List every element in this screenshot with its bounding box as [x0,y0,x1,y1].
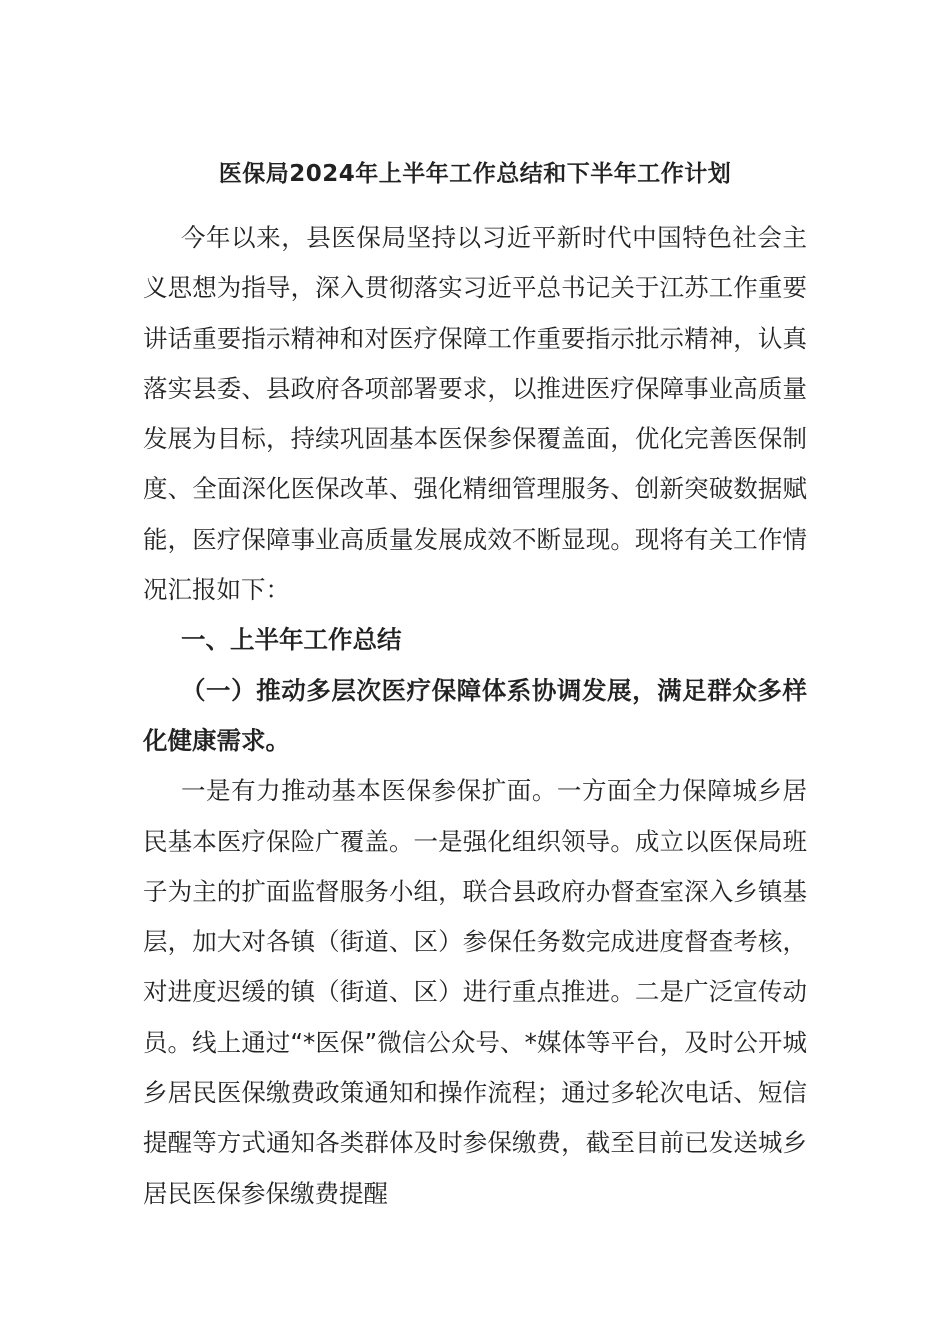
document-title: 医保局2024年上半年工作总结和下半年工作计划 [218,161,732,187]
subsection-heading: （一）推动多层次医疗保障体系协调发展，满足群众多样化健康需求。 [143,675,807,755]
intro-paragraph: 今年以来，县医保局坚持以习近平新时代中国特色社会主义思想为指导，深入贯彻落实习近平总书记关于江苏工作重要讲话重要指示精神和对医疗保障工作重要指示批示精神，认真落实县委、县政府各项部署要求，以推进医疗保障事业高质量发展为目标，持续巩固基本医保参保覆盖面，优化完善医保制度、全面深化医保改革、强化精细管理服务、创新突破数据赋能，医疗保障事业高质量发展成效不断显现。现将有关工作情况汇报如下： [143,223,807,605]
document-body [143,213,807,1219]
body-paragraph: 一是有力推动基本医保参保扩面。一方面全力保障城乡居民基本医疗保险广覆盖。一是强化组织领导。成立以医保局班子为主的扩面监督服务小组，联合县政府办督查室深入乡镇基层，加大对各镇（街道、区）参保任务数完成进度督查考核，对进度迟缓的镇（街道、区）进行重点推进。二是广泛宣传动员。线上通过“*医保”微信公众号、*媒体等平台，及时公开城乡居民医保缴费政策通知和操作流程；通过多轮次电话、短信提醒等方式通知各类群体及时参保缴费，截至目前已发送城乡居民医保参保缴费提醒 [143,776,807,1208]
section-heading: 一、上半年工作总结 [181,625,402,655]
